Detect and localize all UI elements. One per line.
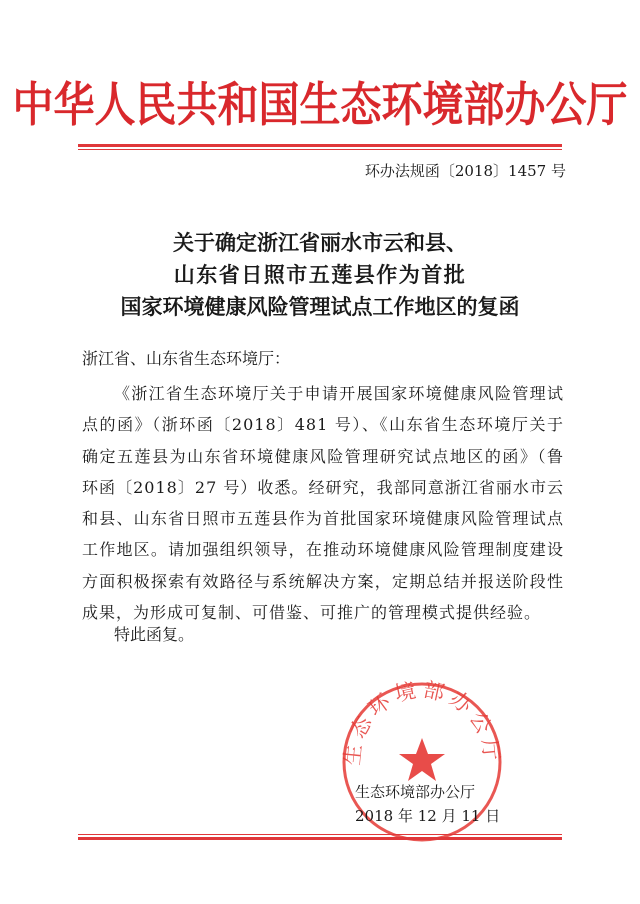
document-number: 环办法规函〔2018〕1457 号 <box>364 162 566 180</box>
document-title-line-1: 关于确定浙江省丽水市云和县、 <box>173 230 467 255</box>
header-rule-thick <box>78 144 562 147</box>
body-paragraph: 《浙江省生态环境厅关于申请开展国家环境健康风险管理试点的函》（浙环函〔2018〕481 号）、《山东省生态环境厅关于确定五莲县为山东省环境健康风险管理研究试点地区的函》（鲁环函〔2018〕27 号）收悉。经研究，我部同意浙江省丽水市云和县、山东省日照市五莲县作为首批国家环境健康风险管理试点工作地区。请加强组织领导，在推动环境健康风险管理制度建设方面积极探索有效路径与系统解决方案，定期总结并报送阶段性成果，为形成可复制、可借鉴、可推广的管理模式提供经验。 <box>82 384 564 623</box>
signer-name: 生态环境部办公厅 <box>355 783 476 801</box>
seal-star-icon <box>399 738 445 781</box>
footer-rule-thin <box>78 834 562 835</box>
document-title-line-3: 国家环境健康风险管理试点工作地区的复函 <box>120 294 520 319</box>
header-rule-thin <box>78 149 562 150</box>
document-title-line-2: 山东省日照市五莲县作为首批 <box>173 262 467 287</box>
footer-rule-thick <box>78 837 562 840</box>
closing-remark: 特此函复。 <box>114 625 195 644</box>
signature-date: 2018 年 12 月 11 日 <box>355 807 501 825</box>
issuing-org-title: 中华人民共和国生态环境部办公厅 <box>12 77 628 133</box>
salutation: 浙江省、山东省生态环境厅： <box>82 349 291 368</box>
svg-text:生态环境部办公厅: 生态环境部办公厅 <box>340 678 504 767</box>
